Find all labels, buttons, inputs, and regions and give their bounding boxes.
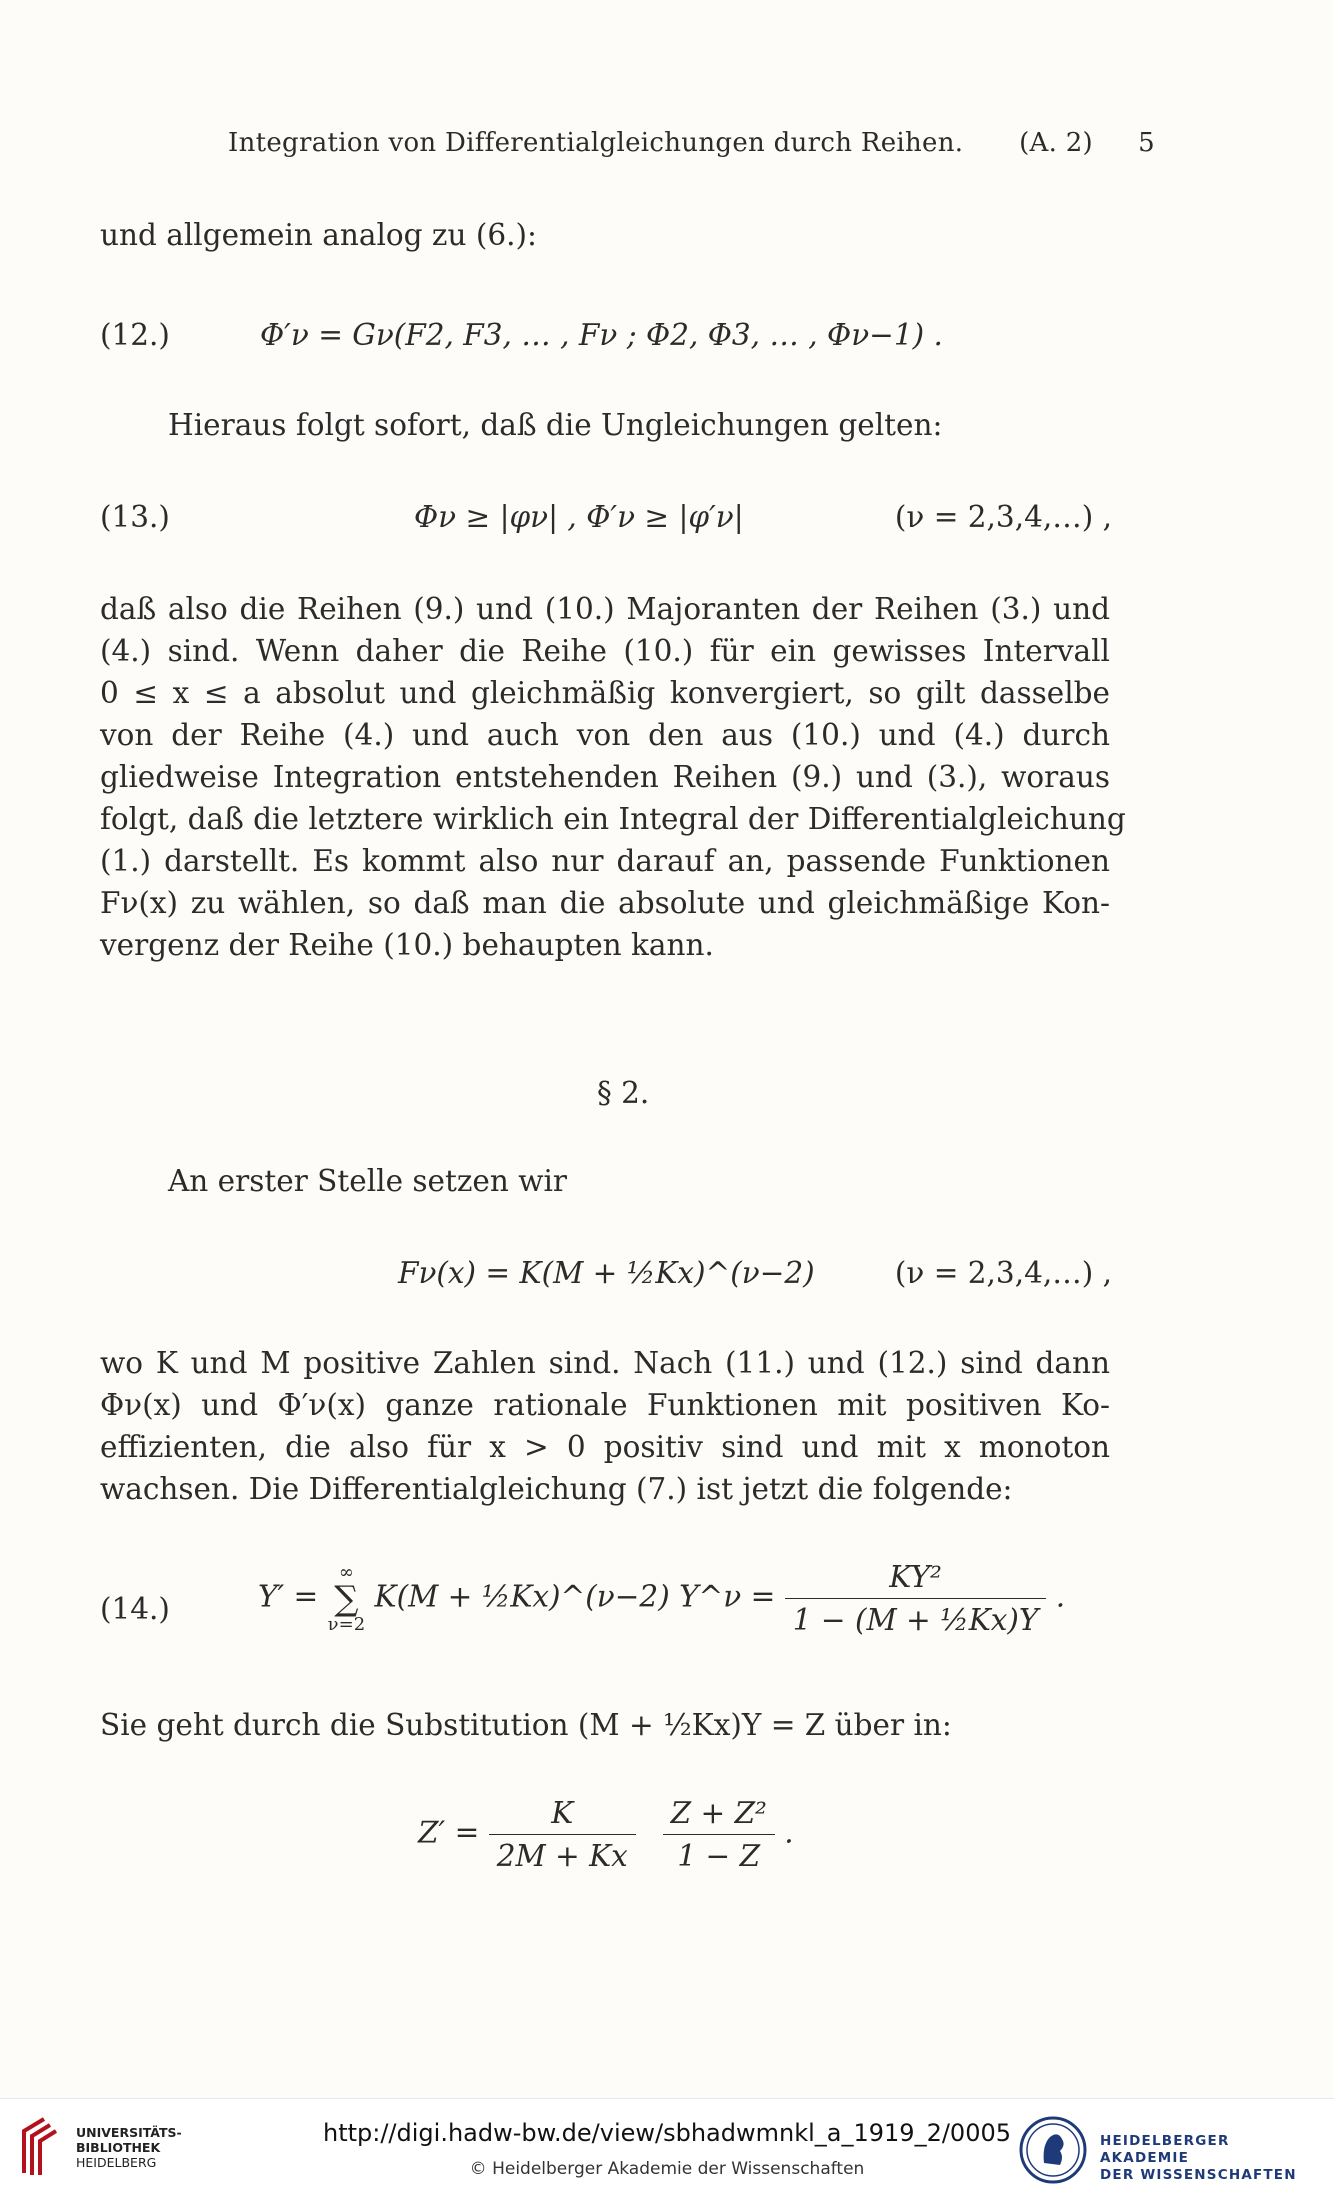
paragraph-line: gliedweise Integration entstehenden Reihen (9.) und (3.), woraus [100, 760, 1110, 794]
eq12-number: (12.) [100, 318, 170, 352]
paragraph-line: daß also die Reihen (9.) und (10.) Majoranten der Reihen (3.) und [100, 592, 1110, 626]
eq13-formula: Φν ≥ |φν| , Φ′ν ≥ |φ′ν| [414, 500, 744, 534]
eq13-number: (13.) [100, 500, 170, 534]
eq14-end: . [1055, 1579, 1066, 1614]
eq-z-lhs: Z′ = [418, 1815, 480, 1850]
eq13-condition: (ν = 2,3,4,…) , [894, 500, 1112, 534]
eq-z-denominator-2: 1 − Z [677, 1839, 761, 1873]
eq-z-fraction-2 [663, 1796, 775, 1873]
paragraph-line: wo K und M positive Zahlen sind. Nach (11.) und (12.) sind dann [100, 1346, 1110, 1380]
line-hieraus: Hieraus folgt sofort, daß die Ungleichungen gelten: [168, 408, 943, 442]
paragraph-line: folgt, daß die letztere wirklich ein Integral der Differentialgleichung [100, 802, 1126, 836]
sum-lower: ν=2 [327, 1613, 366, 1635]
footer-bar [0, 2098, 1334, 2196]
eq14-formula [258, 1560, 1065, 1637]
section-heading: § 2. [597, 1076, 650, 1110]
eq-f-condition: (ν = 2,3,4,…) , [894, 1256, 1112, 1290]
paragraph-line: effizienten, die also für x > 0 positiv sind und mit x monoton [100, 1430, 1110, 1464]
eq14-summand: K(M + ½Kx)^(ν−2) Y^ν = [374, 1579, 776, 1614]
paragraph-line: vergenz der Reihe (10.) behaupten kann. [100, 928, 714, 962]
sum-symbol: ∑ [334, 1578, 359, 1619]
eq14-fraction [785, 1560, 1047, 1637]
eq-z-formula [418, 1796, 794, 1873]
sum-upper: ∞ [338, 1561, 354, 1583]
copyright-notice: © Heidelberger Akademie der Wissenschaften [469, 2159, 865, 2179]
academy-logo[interactable] [1018, 2111, 1318, 2187]
paragraph-line: Fν(x) zu wählen, so daß man die absolute und gleichmäßige Kon- [100, 886, 1110, 920]
header-right [1019, 128, 1155, 158]
paragraph-line: wachsen. Die Differentialgleichung (7.) ist jetzt die folgende: [100, 1472, 1013, 1506]
eq-f-formula: Fν(x) = K(M + ½Kx)^(ν−2) [398, 1256, 815, 1290]
logo-line-1: UNIVERSITÄTS- [76, 2125, 182, 2140]
line-sie: Sie geht durch die Substitution (M + ½Kx)Y = Z über in: [100, 1708, 952, 1742]
summation [327, 1561, 366, 1635]
paragraph-line: (1.) darstellt. Es kommt also nur darauf an, passende Funktionen [100, 844, 1110, 878]
section-ref: (A. 2) [1019, 128, 1093, 158]
logo-line-2: BIBLIOTHEK [76, 2140, 161, 2155]
line-an: An erster Stelle setzen wir [168, 1164, 568, 1198]
eq14-numerator: KY² [785, 1560, 1047, 1599]
permalink-url[interactable]: http://digi.hadw-bw.de/view/sbhadwmnkl_a_1919_2/0005 [322, 2119, 1012, 2147]
academy-seal-icon [1018, 2115, 1088, 2185]
eq14-lhs: Y′ = [258, 1579, 319, 1614]
intro-line: und allgemein analog zu (6.): [100, 218, 537, 252]
eq-z-numerator-1: K [489, 1796, 636, 1835]
logo-line-3: HEIDELBERG [76, 2155, 157, 2170]
eq12-formula: Φ′ν = Gν(F2, F3, … , Fν ; Φ2, Φ3, … , Φν−1) . [260, 318, 943, 352]
eq-z-denominator-1: 2M + Kx [496, 1839, 628, 1873]
paragraph-line: Φν(x) und Φ′ν(x) ganze rationale Funktionen mit positiven Ko- [100, 1388, 1110, 1422]
eq-z-fraction-1 [489, 1796, 636, 1873]
paragraph-line: von der Reihe (4.) und auch von den aus (10.) und (4.) durch [100, 718, 1110, 752]
eq-z-numerator-2: Z + Z² [663, 1796, 775, 1835]
paragraph-line: 0 ≤ x ≤ a absolut und gleichmäßig konvergiert, so gilt dasselbe [100, 676, 1110, 710]
eq14-denominator: 1 − (M + ½Kx)Y [792, 1603, 1039, 1637]
eq-z-end: . [784, 1815, 794, 1850]
academy-line-2: DER WISSENSCHAFTEN [1100, 2167, 1297, 2183]
eq14-number: (14.) [100, 1592, 170, 1626]
paragraph-line: (4.) sind. Wenn daher die Reihe (10.) für ein gewisses Intervall [100, 634, 1110, 668]
page-number: 5 [1138, 128, 1155, 158]
academy-line-1: HEIDELBERGER AKADEMIE [1100, 2133, 1230, 2166]
running-title: Integration von Differentialgleichungen durch Reihen. [228, 128, 964, 158]
